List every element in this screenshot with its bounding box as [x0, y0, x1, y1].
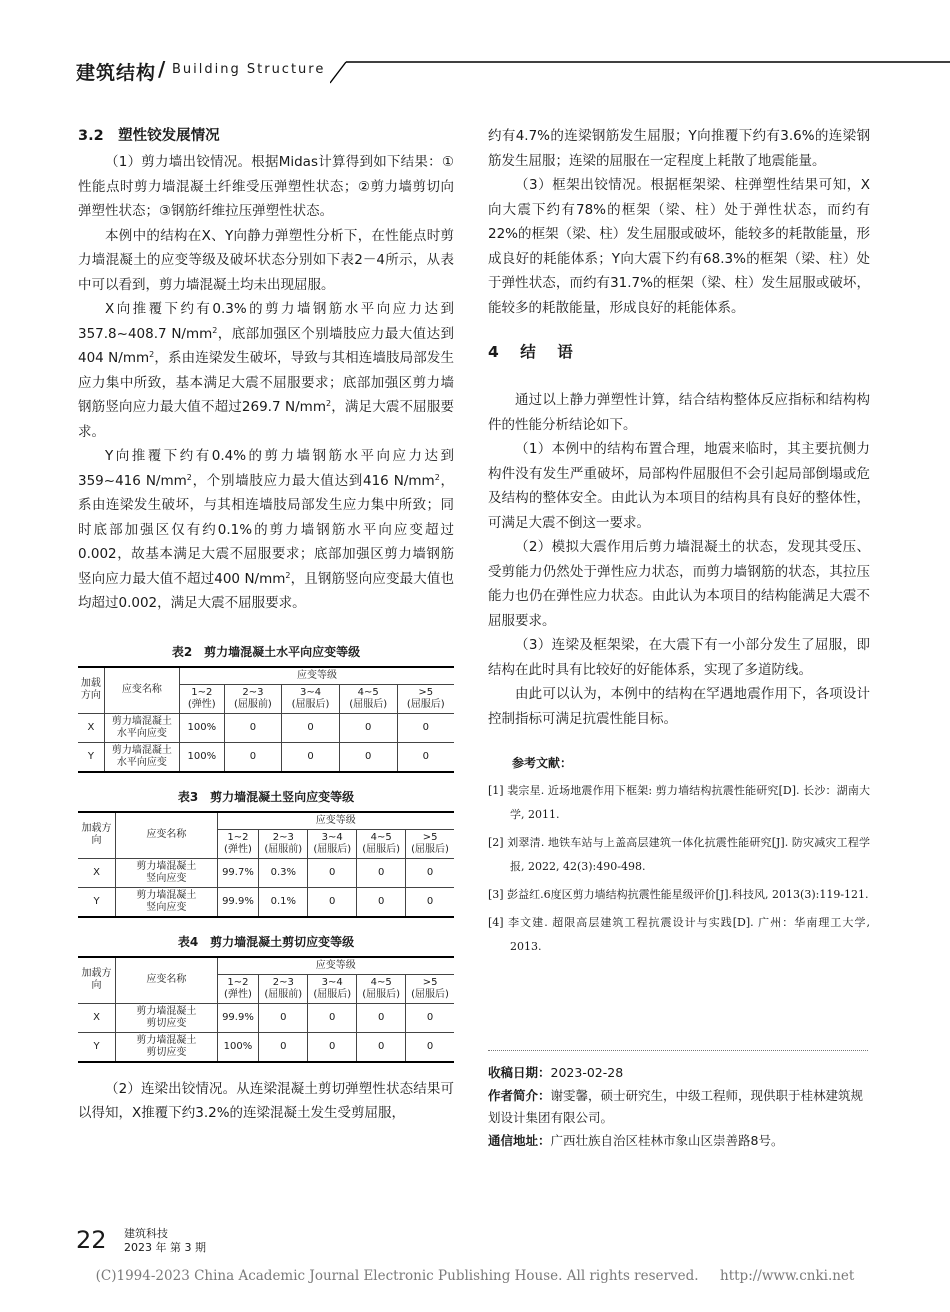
- author-bio: [488, 1085, 873, 1130]
- superscript: 2: [285, 570, 291, 580]
- table-caption: 表4 剪力墙混凝土剪切应变等级: [177, 934, 355, 949]
- text-run: ，系由连梁发生破坏，导致与其相连墙肢局部发生应力集中所致，基本满足大震不屈服要求；底部加强区剪力墙钢筋竖向应力最大值不超过269.7 N/mm: [78, 350, 454, 415]
- header-level: 1~2 (弹性): [217, 974, 259, 1003]
- cell-value: 0: [357, 858, 406, 887]
- cell-value: 99.9%: [217, 1003, 259, 1032]
- header-strain-name: 应变名称: [116, 812, 218, 859]
- header-strain-name: 应变名称: [116, 957, 218, 1004]
- journal-title-slash: /: [158, 57, 166, 81]
- cell-value: 0: [259, 1032, 308, 1062]
- cell-value: 0: [397, 742, 454, 772]
- paragraph: （2）模拟大震作用后剪力墙混凝土的状态，发现其受压、受剪能力仍然处于弹性应力状态，而剪力墙钢筋的状态，其拉压能力也仍在弹性应力状态。由此认为本项目的结构能满足大震不屈服要求。: [488, 539, 870, 629]
- cell-strain-name: 剪力墙混凝土 竖向应变: [116, 887, 218, 917]
- section-heading-3-2: 3.2 塑性铰发展情况: [78, 128, 220, 144]
- header-level: 2~3 (屈服前): [224, 684, 282, 713]
- text-run: ，个别墙肢应力最大值达到416 N/mm: [191, 472, 435, 489]
- header-strain-grade: 应变等级: [180, 667, 455, 685]
- cell-value: 0: [357, 1032, 406, 1062]
- author-value: 谢雯馨，硕士研究生，中级工程师，现供职于桂林建筑规划设计集团有限公司。: [488, 1087, 864, 1125]
- paragraph: （3）连梁及框架梁，在大震下有一小部分发生了屈服，即结构在此时具有比较好的好能体系，实现了多道防线。: [488, 637, 870, 678]
- table-row: [78, 1032, 454, 1062]
- superscript: 2: [325, 399, 332, 408]
- footer-issue: 2023 年 第 3 期: [124, 1241, 206, 1254]
- received-label: 收稿日期：: [488, 1065, 551, 1080]
- cell-value: 0: [282, 713, 340, 742]
- cell-value: 0.3%: [259, 858, 308, 887]
- paragraph: （3）框架出铰情况。根据框架梁、柱弹塑性结果可知，X向大震下约有78%的框架（梁、柱）处于弹性状态，而约有22%的框架（梁、柱）发生屈服或破坏，能较多的耗散能量，形成良好的耗能体系；Y向大震下约有68.3%的框架（梁、柱）处于弹性状态，而约有31.7%的框架（梁、柱）发生屈服或破坏，能较多的耗散能量，形成良好的耗能体系。: [488, 177, 870, 316]
- cell-value: 0: [339, 713, 397, 742]
- cell-value: 100%: [217, 1032, 259, 1062]
- text-run: ，底部加强区个别墙肢应力最大值达到404 N/mm: [78, 325, 455, 366]
- paragraph: [78, 444, 454, 616]
- cell-value: 0: [224, 713, 282, 742]
- header-load-direction: 加载方向: [78, 812, 116, 859]
- table-row: [78, 713, 454, 742]
- paragraph: （1）剪力墙出铰情况。根据Midas计算得到如下结果：①性能点时剪力墙混凝土纤维受压弹塑性状态；②剪力墙剪切向弹塑性状态；③钢筋纤维拉压弹塑性状态。: [78, 154, 454, 219]
- header-load-direction: 加载方向: [78, 667, 104, 714]
- cell-value: 0: [282, 742, 340, 772]
- paragraph: （1）本例中的结构布置合理，地震来临时，其主要抗侧力构件没有发生严重破坏，局部构件屈服但不会引起局部倒塌或危及结构的整体安全。由此认为本项目的结构具有良好的整体性，可满足大震不倒这一要求。: [488, 441, 870, 531]
- strain-table: [78, 811, 454, 918]
- paragraph: [78, 297, 454, 444]
- header-load-direction: 加载方向: [78, 957, 116, 1004]
- superscript: 2: [186, 472, 192, 482]
- header-level: 4~5 (屈服后): [357, 829, 406, 858]
- cell-value: 0: [357, 887, 406, 917]
- paragraph: 由此可以认为，本例中的结构在罕遇地震作用下，各项设计控制指标可满足抗震性能目标。: [488, 686, 870, 727]
- cell-value: 0: [406, 887, 454, 917]
- header-level: >5 (屈服后): [397, 684, 454, 713]
- cell-strain-name: 剪力墙混凝土 水平向应变: [104, 713, 179, 742]
- header-level: >5 (屈服后): [406, 974, 454, 1003]
- cell-value: 0: [308, 858, 357, 887]
- cell-value: 0: [406, 1003, 454, 1032]
- header-level: 2~3 (屈服前): [259, 974, 308, 1003]
- address-value: 广西壮族自治区桂林市象山区崇善路8号。: [550, 1132, 784, 1148]
- cell-value: 0: [308, 887, 357, 917]
- cell-direction: Y: [78, 1032, 116, 1062]
- superscript: 2: [212, 325, 218, 335]
- table-header-row: [78, 812, 454, 830]
- dotted-divider: [488, 1050, 868, 1051]
- cell-direction: X: [78, 713, 104, 742]
- cell-direction: X: [78, 858, 116, 887]
- cell-value: 0.1%: [259, 887, 308, 917]
- header-strain-name: 应变名称: [104, 667, 179, 714]
- superscript: 2: [149, 350, 155, 359]
- table-caption: 表3 剪力墙混凝土竖向应变等级: [177, 789, 355, 804]
- address: [488, 1130, 873, 1153]
- reference-item: [2] 刘翠清. 地铁车站与上盖高层建筑一体化抗震性能研究[J]. 防灾减灾工程学报, 2022, 42(3):490-498.: [488, 836, 870, 873]
- header-rule: [330, 60, 950, 84]
- text-run: ，且钢筋竖向应变最大值也均超过0.002，满足大震不屈服要求。: [78, 570, 454, 611]
- journal-title-en: Building Structure: [172, 62, 326, 77]
- paragraph: 通过以上静力弹塑性计算，结合结构整体反应指标和结构构件的性能分析结论如下。: [488, 392, 870, 433]
- table-header-row: [78, 667, 454, 685]
- strain-table: [78, 666, 454, 773]
- paragraph: （2）连梁出铰情况。从连梁混凝土剪切弹塑性状态结果可以得知，X推覆下约3.2%的连梁混凝土发生受剪屈服，: [78, 1080, 454, 1121]
- cell-value: 0: [357, 1003, 406, 1032]
- text-run: ，满足大震不屈服要求。: [78, 399, 455, 440]
- cell-value: 0: [308, 1032, 357, 1062]
- cell-direction: X: [78, 1003, 116, 1032]
- header-level: 1~2 (弹性): [217, 829, 259, 858]
- text-run: Y向推覆下约有0.4%的剪力墙钢筋水平向应力达到359~416 N/mm: [78, 448, 454, 489]
- header-level: 3~4 (屈服后): [282, 684, 340, 713]
- table-row: [78, 858, 454, 887]
- cell-value: 0: [308, 1003, 357, 1032]
- cell-strain-name: 剪力墙混凝土 竖向应变: [116, 858, 218, 887]
- cell-value: 0: [224, 742, 282, 772]
- header-level: 4~5 (屈服后): [339, 684, 397, 713]
- tables-area: [78, 642, 454, 1063]
- footer-journal-name: 建筑科技: [124, 1227, 168, 1240]
- header-level: 3~4 (屈服后): [308, 829, 357, 858]
- journal-title-cn: 建筑结构: [76, 62, 157, 84]
- cell-value: 0: [406, 1032, 454, 1062]
- cell-direction: Y: [78, 887, 116, 917]
- cell-direction: Y: [78, 742, 104, 772]
- cell-value: 100%: [180, 742, 225, 772]
- table-row: [78, 1003, 454, 1032]
- cell-value: 0: [259, 1003, 308, 1032]
- right-column: [488, 124, 870, 963]
- header-level: >5 (屈服后): [406, 829, 454, 858]
- page-number: 22: [76, 1226, 107, 1254]
- cell-value: 99.9%: [217, 887, 259, 917]
- reference-list: [488, 779, 870, 959]
- section-heading-4: 4 结 语: [488, 343, 576, 361]
- superscript: 2: [434, 472, 440, 482]
- header-strain-grade: 应变等级: [217, 957, 454, 975]
- references-heading: 参考文献：: [512, 756, 573, 770]
- header-level: 1~2 (弹性): [180, 684, 225, 713]
- header-level: 4~5 (屈服后): [357, 974, 406, 1003]
- article-info: [488, 1062, 873, 1152]
- cell-strain-name: 剪力墙混凝土 水平向应变: [104, 742, 179, 772]
- cell-value: 100%: [180, 713, 225, 742]
- cell-value: 0: [397, 713, 454, 742]
- cell-value: 0: [339, 742, 397, 772]
- cell-strain-name: 剪力墙混凝土 剪切应变: [116, 1032, 218, 1062]
- table-caption: 表2 剪力墙混凝土水平向应变等级: [171, 644, 361, 659]
- table-row: [78, 742, 454, 772]
- text-run: ，系由连梁发生破坏，与其相连墙肢局部发生应力集中所致；同时底部加强区仅有约0.1%的剪力墙钢筋水平向应变超过0.002，故基本满足大震不屈服要求；底部加强区剪力墙钢筋竖向应力最大值不超过400 N/mm: [78, 472, 454, 587]
- received-value: 2023-02-28: [550, 1065, 624, 1080]
- received-date: [488, 1062, 873, 1085]
- reference-item: [3] 彭益红.6度区剪力墙结构抗震性能星级评价[J].科技风, 2013(3):119-121.: [488, 888, 869, 901]
- text-run: X向推覆下约有0.3%的剪力墙钢筋水平向应力达到357.8~408.7 N/mm: [78, 301, 454, 342]
- address-label: 通信地址：: [488, 1132, 551, 1148]
- copyright-line: (C)1994-2023 China Academic Journal Electronic Publishing House. All rights reserved. http://www.cnki.net: [95, 1268, 855, 1284]
- header-strain-grade: 应变等级: [217, 812, 454, 830]
- cell-strain-name: 剪力墙混凝土 剪切应变: [116, 1003, 218, 1032]
- header-level: 3~4 (屈服后): [308, 974, 357, 1003]
- left-column: [78, 124, 454, 1126]
- paragraph: 约有4.7%的连梁钢筋发生屈服；Y向推覆下约有3.6%的连梁钢筋发生屈服；连梁的屈服在一定程度上耗散了地震能量。: [488, 128, 870, 169]
- author-label: 作者简介：: [488, 1087, 551, 1103]
- reference-item: [1] 裴宗星. 近场地震作用下框架: 剪力墙结构抗震性能研究[D]. 长沙：湖南大学, 2011.: [488, 784, 870, 821]
- strain-table: [78, 956, 454, 1063]
- reference-item: [4] 李文建. 超限高层建筑工程抗震设计与实践[D]. 广州：华南理工大学, 2013.: [488, 916, 870, 953]
- paragraph: 本例中的结构在X、Y向静力弹塑性分析下，在性能点时剪力墙混凝土的应变等级及破坏状态分别如下表2－4所示，从表中可以看到，剪力墙混凝土均未出现屈服。: [78, 227, 454, 293]
- header-level: 2~3 (屈服前): [259, 829, 308, 858]
- cell-value: 0: [406, 858, 454, 887]
- table-row: [78, 887, 454, 917]
- cell-value: 99.7%: [217, 858, 259, 887]
- table-header-row: [78, 957, 454, 975]
